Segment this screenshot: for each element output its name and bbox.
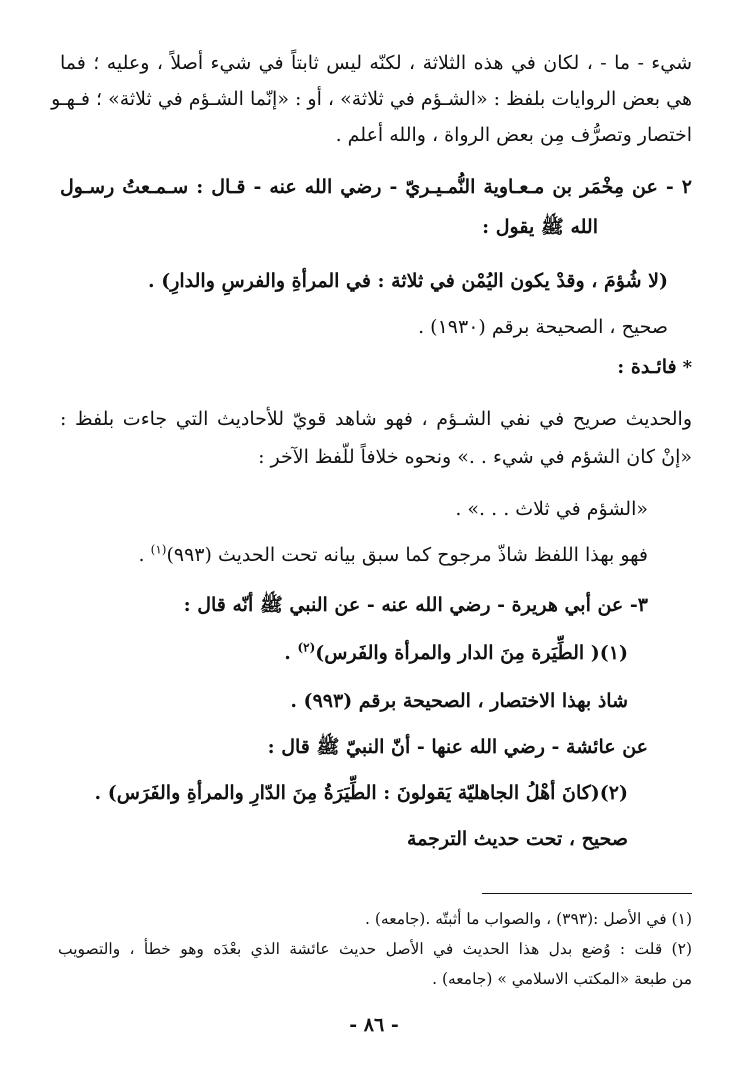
aisha-text: (٢)(كانَ أهْلُ الجاهليّة يَقولونَ : الطِّيَرَةُ مِنَ الدّارِ والمرأةِ والفَرَس) . — [94, 782, 628, 804]
footnote-1: (١) في الأصل :(٣٩٣) ، والصواب ما أثبتّه .(جامعه) . — [365, 910, 692, 928]
fawaid-line-4-text: فهو بهذا اللفظ شاذّ مرجوح كما سبق بيانه تحت الحديث (٩٩٣) — [166, 544, 648, 566]
hadith-3-text-main: (١)( الطِّيَرة مِنَ الدار والمرأة والفَرس) — [315, 642, 628, 664]
hadith-2-heading: ٢ - عن مِخْمَر بن مـعـاوية النُّمـيـريّ - رضي الله عنه - قـال : سـمـعتُ رسـول — [60, 176, 692, 198]
aisha-heading: عن عائشة - رضي الله عنها - أنّ النبيّ ﷺ قال : — [267, 736, 648, 758]
fawaid-line-2: «إنْ كان الشؤم في شيء . .» ونحوه خلافاً للّفظ الآخر : — [258, 446, 692, 468]
footnote-ref-2: (٢) — [297, 640, 316, 655]
footnote-2-line-2: من طبعة «المكتب الاسلامي » (جامعه) . — [432, 970, 692, 988]
hadith-2-grade: صحيح ، الصحيحة برقم (١٩٣٠) . — [418, 316, 668, 338]
fawaid-title: فائـدة : — [617, 356, 677, 378]
fawaid-line-4-end: . — [138, 544, 151, 566]
footnote-ref-1: (١) — [150, 542, 167, 557]
hadith-3-text-end: . — [284, 642, 298, 664]
star-icon: * — [682, 357, 692, 378]
fawaid-line-4 — [60, 540, 648, 570]
aisha-grade: صحيح ، تحت حديث الترجمة — [406, 828, 628, 850]
hadith-2-heading-cont: الله ﷺ يقول : — [482, 216, 598, 238]
page-number: - ٨٦ - — [349, 1014, 399, 1036]
hadith-3-grade: شاذ بهذا الاختصار ، الصحيحة برقم (٩٩٣) . — [290, 690, 628, 712]
fawaid-line-1: والحديث صريح في نفي الشـؤم ، فهو شاهد قويّ للأحاديث التي جاءت بلفظ : — [60, 408, 692, 430]
body-line-2: هي بعض الروايات بلفظ : «الشـؤم في ثلاثة» ، أو : «إنّما الشـؤم في ثلاثة» ؛ فـهـو — [51, 88, 692, 110]
hadith-3-heading: ٣- عن أبي هريرة - رضي الله عنه - عن النبي ﷺ أنّه قال : — [183, 594, 648, 616]
fawaid-line-3: «الشؤم في ثلاث . . .» . — [455, 498, 648, 520]
hadith-3-text — [60, 638, 628, 668]
body-line-3: اختصار وتصرُّف مِن بعض الرواة ، والله أعلم . — [335, 124, 692, 146]
hadith-2-text: (لا شُؤمَ ، وقدْ يكون اليُمْن في ثلاثة : في المرأةِ والفرسِ والدارِ) . — [147, 270, 668, 292]
footnote-2-line-1: (٢) قلت : وُضع بدل هذا الحديث في الأصل حديث عائشة الذي بعْدَه وهو خطأ ، والتصويب — [58, 940, 692, 958]
footnote-divider — [482, 893, 692, 894]
fawaid-heading — [60, 352, 692, 383]
body-line-1: شيء - ما - ، لكان في هذه الثلاثة ، لكنّه ليس ثابتاً في شيء أصلاً ، وعليه ؛ فما — [60, 52, 692, 74]
